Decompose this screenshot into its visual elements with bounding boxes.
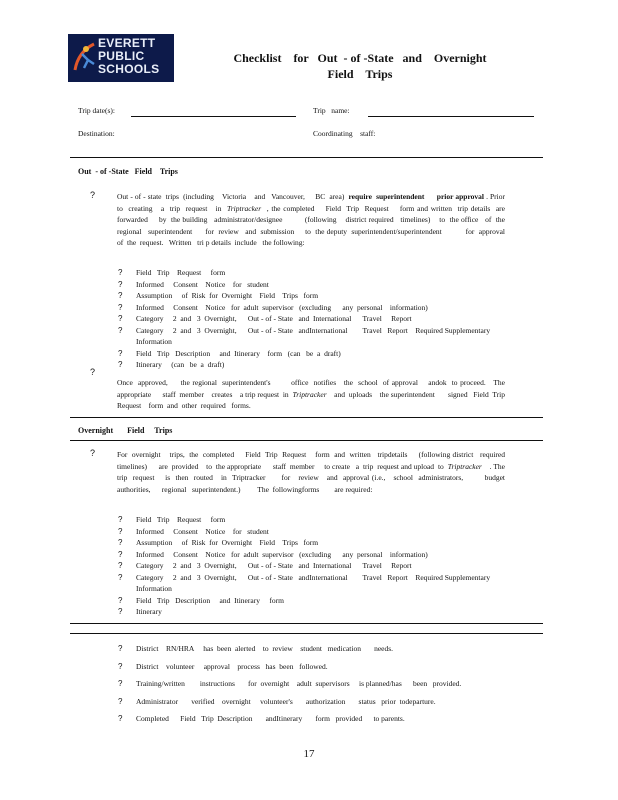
list-item-text: Field Trip Description and Itinerary form (can be a draft) [136,348,341,358]
list-bullet: ? [118,595,123,605]
list-item-text: Informed Consent Notice for adult supervisor (excluding any personal information) [136,302,428,312]
list-item-text: Category 2 and 3 Overnight, Out - of - State and International Travel Report [136,561,412,570]
list-bullet: ? [118,268,123,277]
intro-italic-text: Triptracker [226,203,262,213]
checkbox-icon[interactable]: ? [118,696,123,706]
list-item [118,325,518,348]
list-bullet: ? [118,526,123,536]
list-item [118,302,518,314]
checklist-item [118,678,518,689]
checklist-text: Administrator verified overnight volunteer's authorization status prior todeparture. [136,696,436,706]
intro-italic-text: Triptracker [447,461,482,471]
intro-bold-text: require superintendent prior approval [348,192,484,201]
page-title [200,50,520,82]
list-bullet: ? [118,549,123,559]
list-bullet: ? [118,607,123,616]
checklist-item [118,696,518,707]
approval-text: and uploads the superintendent signed Field Trip Request form and other required forms. [117,389,509,410]
destination-label: Destination: [78,129,115,138]
logo-line-2: PUBLIC [98,49,145,63]
title-line-1: Checklist for Out - of -State and Overnight [233,51,487,65]
logo-text [98,37,159,76]
section-bullet: ? [90,448,96,458]
list-item [118,595,518,607]
section-bullet: ? [90,190,96,200]
trip-name-label: Trip name: [313,106,350,115]
list-item [118,514,518,526]
list-item-text: Category 2 and 3 Overnight, Out - of - State andInternational Travel Report Required Supplementary Information [136,572,506,593]
list-item [118,572,518,595]
list-item [118,359,518,371]
divider [70,633,543,634]
list-bullet: ? [118,348,123,358]
out-of-state-forms-list [118,267,518,371]
intro-text: For overnight trips, the completed Field Trip Request form and written tripdetails (following district required timelines) are provided to the appropriate staff member to create a trip request and upload to [117,450,511,471]
trip-name-field[interactable] [368,116,534,117]
list-item [118,526,518,538]
approval-text: Once approved, the regional superintendent's office notifies the school of approval andok to proceed. The appropriate staff member creates a trip request in [117,378,509,399]
coordinating-staff-label: Coordinating staff: [313,129,376,138]
list-item-text: Field Trip Description and Itinerary form [136,595,284,605]
intro-text: . Prior to creating a trip request in [117,192,509,213]
list-item [118,560,518,572]
list-item-text: Field Trip Request form [136,268,226,277]
approval-italic-text: Triptracker [292,389,327,399]
list-item-text: Category 2 and 3 Overnight, Out - of - State and International Travel Report [136,314,412,323]
checklist-text: District RN/HRA has been alerted to review student medication needs. [136,644,394,653]
approval-paragraph [117,377,509,412]
page-number: 17 [303,748,315,760]
extra-bullet: ? [90,367,96,377]
list-bullet: ? [118,314,123,323]
list-item [118,267,518,279]
list-item-text: Itinerary (can be a draft) [136,360,225,369]
divider [70,440,543,441]
list-item-text: Assumption of Risk for Overnight Field Trips form [136,291,319,300]
list-item [118,549,518,561]
runner-swoosh-icon [72,40,98,76]
list-item [118,279,518,291]
list-item-text: Assumption of Risk for Overnight Field Trips form [136,538,319,547]
list-item-text: Category 2 and 3 Overnight, Out - of - State andInternational Travel Report Required Supplementary Information [136,325,506,346]
list-item [118,313,518,325]
checkbox-icon[interactable]: ? [118,661,123,671]
trip-dates-field[interactable] [131,116,296,117]
list-bullet: ? [118,538,123,547]
list-item-text: Informed Consent Notice for student [136,279,269,289]
list-bullet: ? [118,561,123,570]
intro-text: . The trip request is then routed in Triptracker for review and approval (i.e., school administrators, budget authorities, regional superintendent.) The followingforms are required: [117,461,509,494]
overnight-heading: Overnight Field Trips [78,426,173,435]
everett-public-schools-logo [68,34,174,82]
list-item [118,348,518,360]
divider [70,623,543,624]
list-bullet: ? [118,291,123,300]
list-item-text: Field Trip Request form [136,515,226,524]
list-item-text: Informed Consent Notice for student [136,526,269,536]
list-bullet: ? [118,360,123,369]
list-bullet: ? [118,302,123,312]
list-bullet: ? [118,515,123,524]
checklist-text: District volunteer approval process has been followed. [136,661,328,671]
checkbox-icon[interactable]: ? [118,644,123,653]
list-item [118,290,518,302]
checklist-item [118,661,518,672]
title-line-2: Field Trips [327,67,393,81]
logo-line-3: SCHOOLS [98,62,160,76]
overnight-forms-list [118,514,518,618]
intro-text: , the completed Field Trip Request form and written trip details are forwarded by the building administrator/designee (following district required timelines) to the office of the regional superintendent for review and submission to the deputy superintendent/superintendent for approval of the request. Written tri p details include the following: [117,203,511,247]
checklist-text: Training/written instructions for overnight adult supervisors is planned/has been provided. [136,679,462,688]
divider [70,157,543,158]
out-of-state-heading: Out - of -State Field Trips [78,167,178,176]
checklist-item [118,713,518,724]
list-bullet: ? [118,572,123,582]
list-item-text: Informed Consent Notice for adult supervisor (excluding any personal information) [136,549,428,559]
checklist-item [118,643,518,654]
logo-line-1: EVERETT [98,36,156,50]
checkbox-icon[interactable]: ? [118,714,123,723]
intro-text: Out - of - state trips (including Victoria and Vancouver, BC area) [117,192,349,201]
list-item [118,606,518,618]
overnight-intro [117,449,511,495]
list-bullet: ? [118,279,123,289]
out-of-state-intro [117,191,511,249]
list-item [118,537,518,549]
final-checklist [118,643,518,731]
divider [70,417,543,418]
list-item-text: Itinerary [136,607,162,616]
checklist-text: Completed Field Trip Description andItinerary form provided to parents. [136,714,405,723]
checkbox-icon[interactable]: ? [118,679,123,688]
trip-dates-label: Trip date(s): [78,106,116,115]
list-bullet: ? [118,325,123,335]
